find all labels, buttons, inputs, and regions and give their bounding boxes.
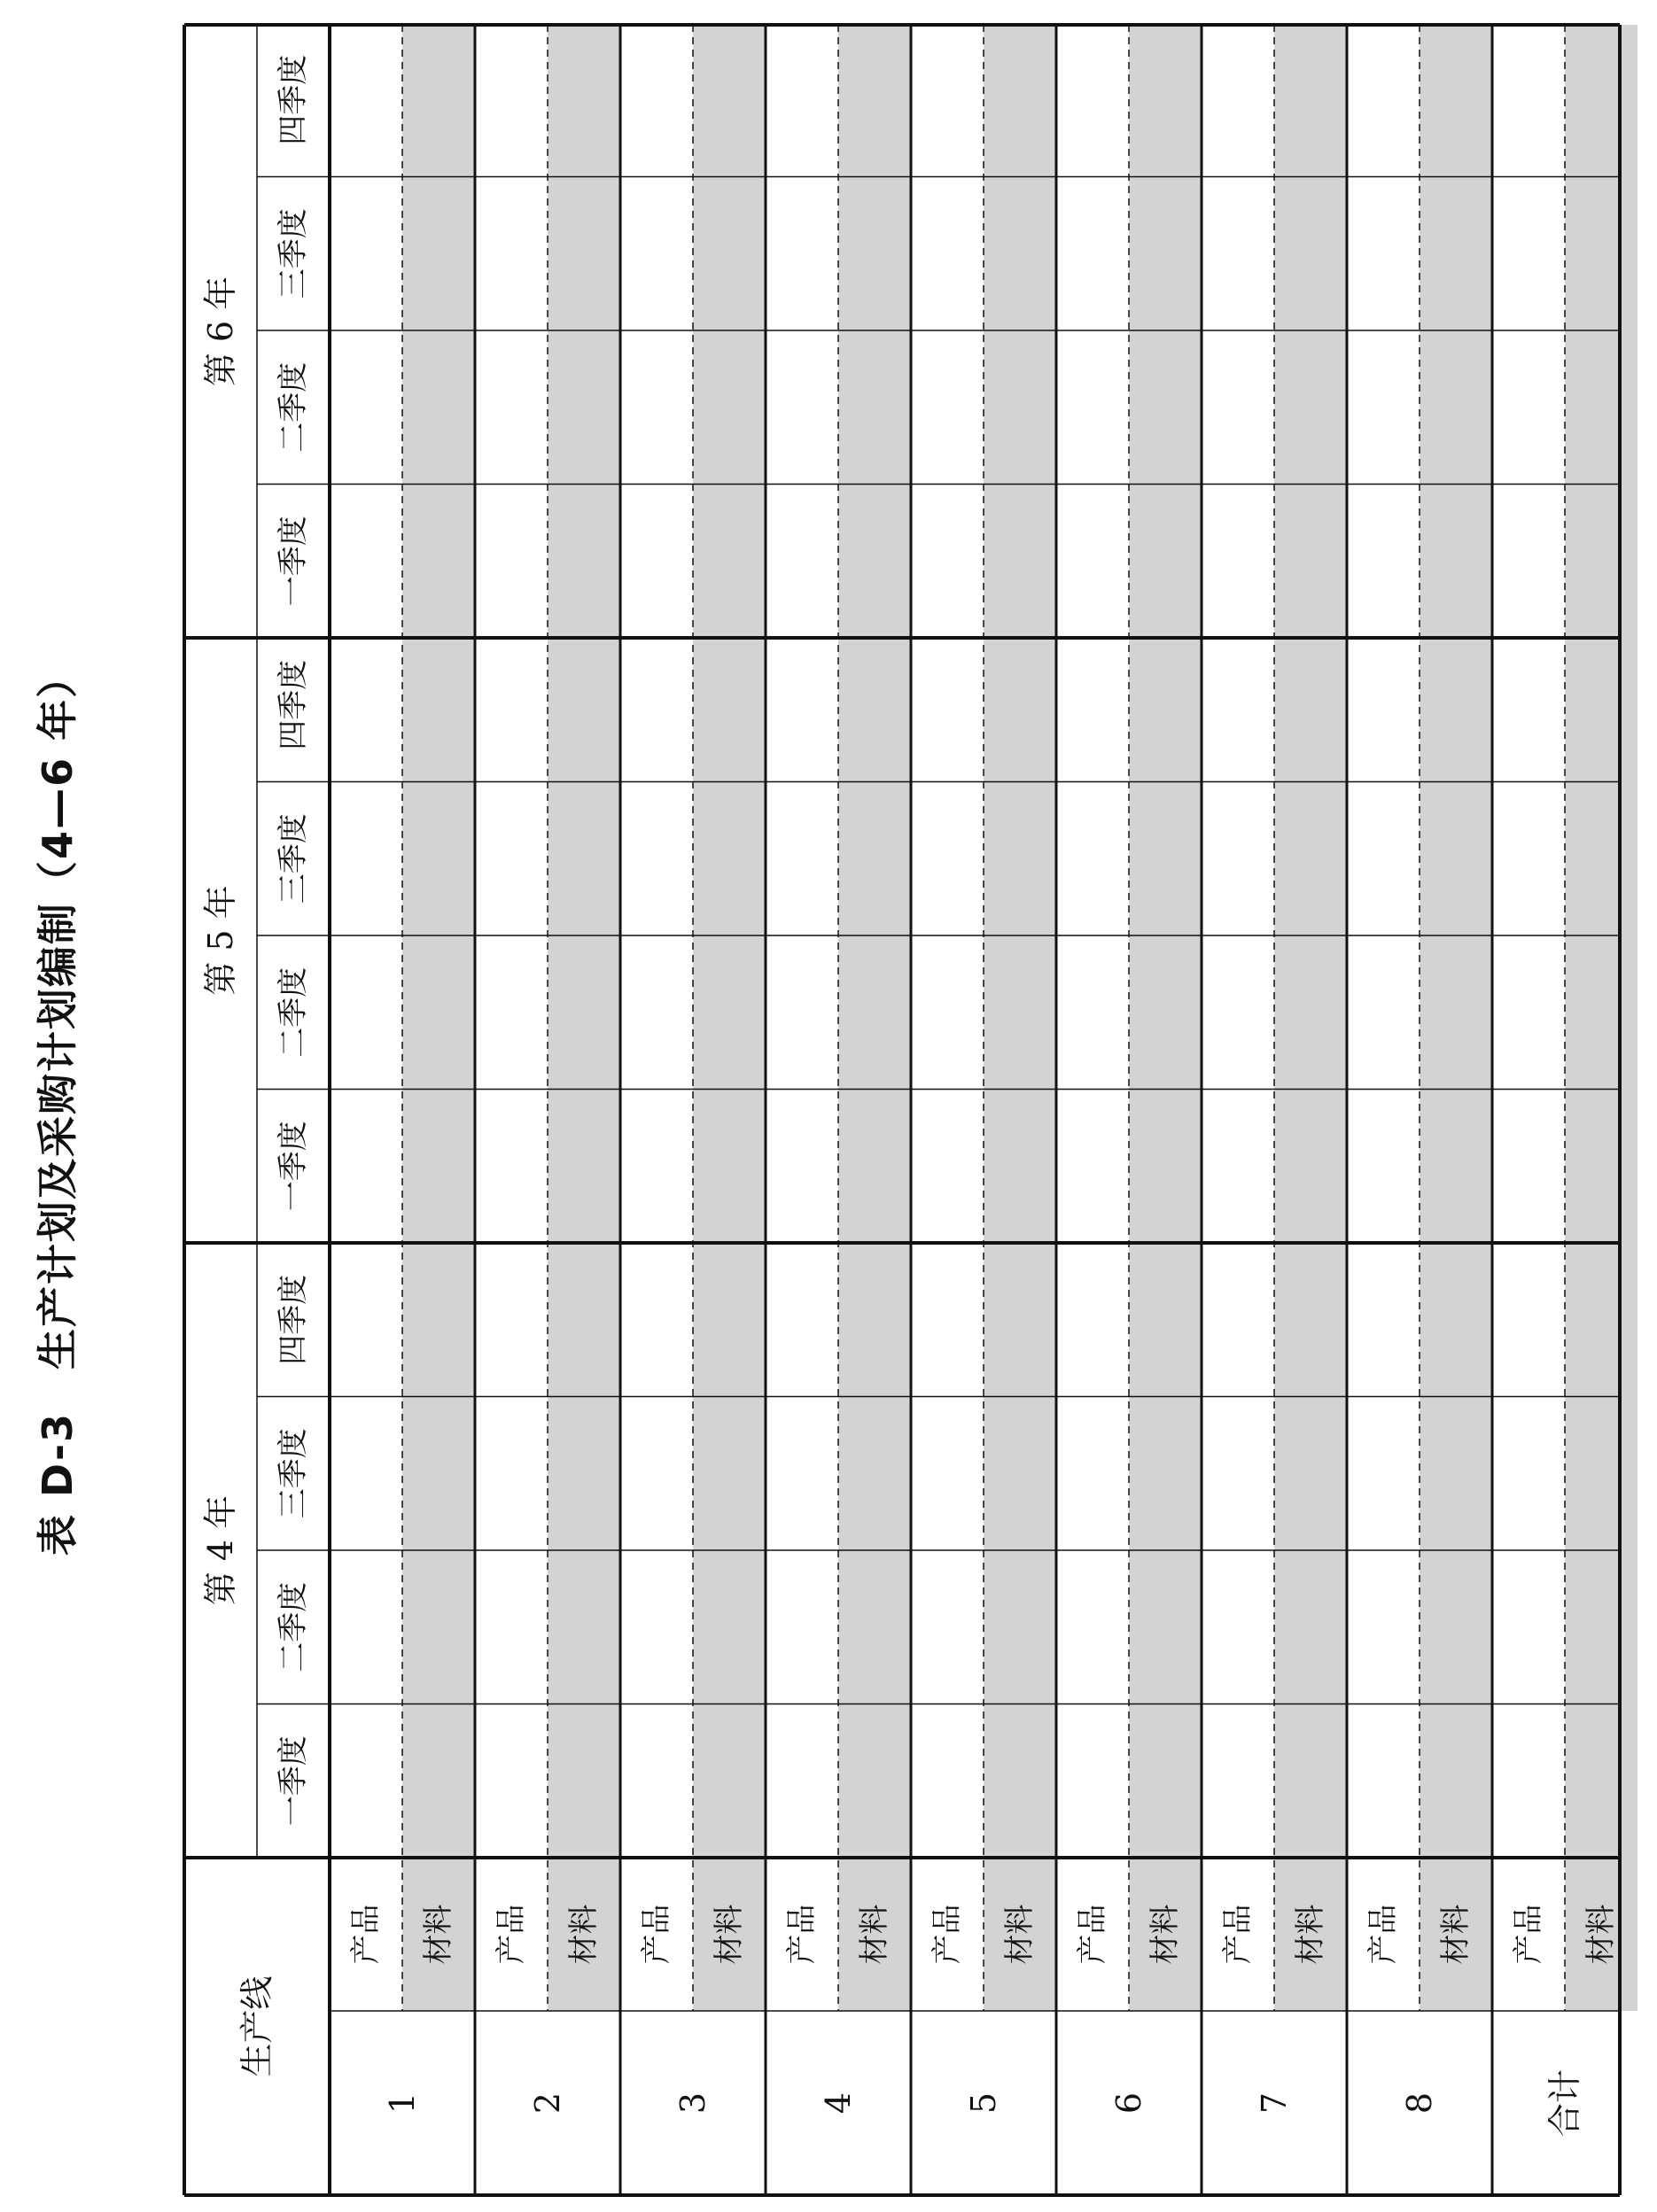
quarter-label: 四季度 xyxy=(276,1274,311,1365)
material-row-fill xyxy=(984,25,1056,2011)
material-row-fill xyxy=(838,25,911,2011)
year-label: 第 4 年 xyxy=(201,1494,240,1606)
quarter-label: 二季度 xyxy=(276,1581,311,1673)
material-row-label: 材料 xyxy=(1002,1904,1038,1965)
quarter-label: 三季度 xyxy=(276,1428,311,1519)
product-row-label: 产品 xyxy=(348,1904,384,1965)
product-row-label: 产品 xyxy=(639,1904,674,1965)
material-row-label: 材料 xyxy=(1583,1904,1619,1965)
line-number: 6 xyxy=(1109,2092,1148,2115)
quarter-label: 一季度 xyxy=(276,1735,311,1827)
product-row-label: 产品 xyxy=(494,1904,529,1965)
material-row-label: 材料 xyxy=(566,1904,602,1965)
product-row-label: 产品 xyxy=(1511,1904,1546,1965)
year-label: 第 6 年 xyxy=(201,276,240,387)
product-row-label: 产品 xyxy=(1365,1904,1401,1965)
material-row-fill xyxy=(1129,25,1202,2011)
product-row-label: 产品 xyxy=(1075,1904,1110,1965)
quarter-label: 四季度 xyxy=(276,54,311,145)
line-number: 8 xyxy=(1400,2092,1439,2115)
line-number: 5 xyxy=(964,2092,1003,2115)
product-row-label: 产品 xyxy=(1220,1904,1256,1965)
year-label: 第 5 年 xyxy=(201,885,240,996)
quarter-label: 一季度 xyxy=(276,516,311,607)
quarter-label: 三季度 xyxy=(276,813,311,904)
material-row-label: 材料 xyxy=(1293,1904,1328,1965)
material-row-fill xyxy=(402,25,475,2011)
material-row-fill xyxy=(548,25,620,2011)
material-row-label: 材料 xyxy=(712,1904,747,1965)
quarter-label: 二季度 xyxy=(276,966,311,1058)
production-line-header: 生产线 xyxy=(237,1975,276,2077)
line-number: 3 xyxy=(673,2092,712,2115)
quarter-label: 二季度 xyxy=(276,361,311,453)
material-row-label: 材料 xyxy=(421,1904,456,1965)
material-row-label: 材料 xyxy=(1147,1904,1183,1965)
quarter-label: 三季度 xyxy=(276,208,311,299)
material-row-fill xyxy=(1565,25,1638,2011)
quarter-label: 四季度 xyxy=(276,659,311,750)
line-number: 合计 xyxy=(1545,2068,1584,2138)
page-title: 表 D-3 生产计划及采购计划编制（4—6 年） xyxy=(34,655,82,1556)
line-number: 4 xyxy=(819,2092,858,2115)
line-number: 7 xyxy=(1255,2092,1294,2115)
product-row-label: 产品 xyxy=(930,1904,965,1965)
material-row-label: 材料 xyxy=(857,1904,892,1965)
line-number: 1 xyxy=(383,2092,422,2115)
product-row-label: 产品 xyxy=(784,1904,820,1965)
quarter-label: 一季度 xyxy=(276,1121,311,1212)
material-row-fill xyxy=(693,25,766,2011)
material-row-fill xyxy=(1420,25,1492,2011)
material-row-shading xyxy=(402,25,1638,2011)
material-row-fill xyxy=(1274,25,1347,2011)
material-row-label: 材料 xyxy=(1438,1904,1474,1965)
line-number: 2 xyxy=(528,2092,567,2115)
